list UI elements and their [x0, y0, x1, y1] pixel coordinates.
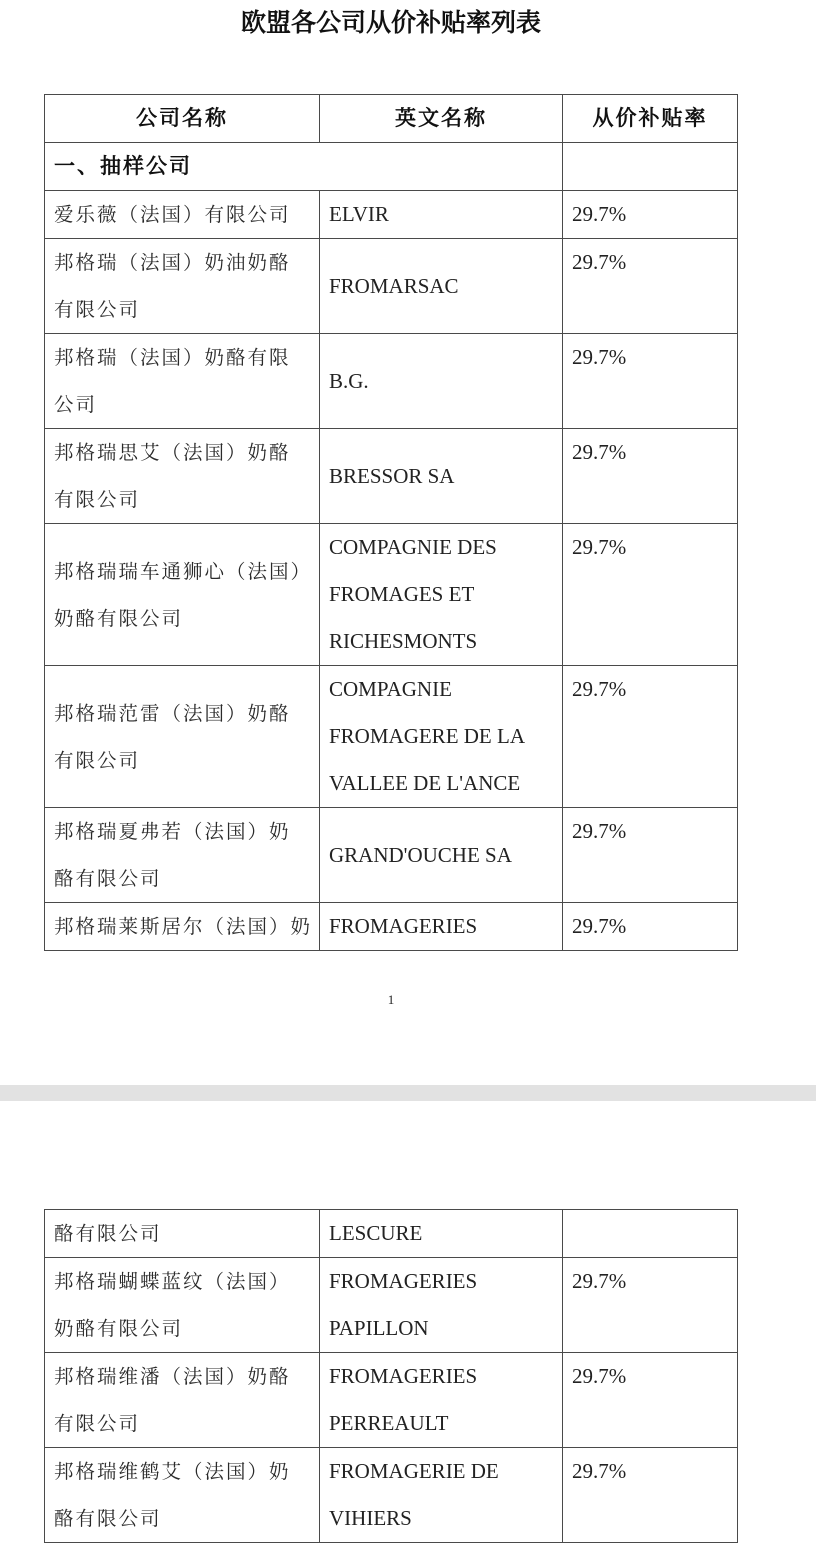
- company-cn-name: 邦格瑞维鹤艾（法国）奶酪有限公司: [45, 1448, 320, 1543]
- table-row: [45, 429, 738, 524]
- subsidy-rate: 29.7%: [563, 1448, 738, 1543]
- table-row: [45, 191, 738, 239]
- company-cn-name: 邦格瑞蝴蝶蓝纹（法国）奶酪有限公司: [45, 1258, 320, 1353]
- company-cn-name: 酪有限公司: [45, 1210, 320, 1258]
- company-en-name: FROMAGERIES PAPILLON: [320, 1258, 563, 1353]
- table-row: [45, 903, 738, 951]
- subsidy-rate: 29.7%: [563, 1258, 738, 1353]
- subsidy-rate: 29.7%: [563, 666, 738, 808]
- table-row: [45, 808, 738, 903]
- company-cn-name: 邦格瑞（法国）奶酪有限公司: [45, 334, 320, 429]
- header-english-name: 英文名称: [320, 95, 563, 143]
- company-en-name: FROMAGERIES PERREAULT: [320, 1353, 563, 1448]
- company-cn-name: 邦格瑞瑞车通狮心（法国）奶酪有限公司: [45, 524, 320, 666]
- table-row: [45, 666, 738, 808]
- company-en-name: ELVIR: [320, 191, 563, 239]
- subsidy-rate: 29.7%: [563, 808, 738, 903]
- table-row: [45, 1210, 738, 1258]
- header-ad-valorem-rate: 从价补贴率: [563, 95, 738, 143]
- subsidy-rate: 29.7%: [563, 429, 738, 524]
- company-cn-name: 邦格瑞莱斯居尔（法国）奶: [45, 903, 320, 951]
- header-company-name: 公司名称: [45, 95, 320, 143]
- section-label: 一、抽样公司: [45, 143, 563, 191]
- section-row: [45, 143, 738, 191]
- company-en-name: FROMAGERIES: [320, 903, 563, 951]
- company-en-name: COMPAGNIE FROMAGERE DE LA VALLEE DE L'ANCE: [320, 666, 563, 808]
- company-en-name: LESCURE: [320, 1210, 563, 1258]
- document-title: 欧盟各公司从价补贴率列表: [240, 8, 541, 37]
- subsidy-rate: 29.7%: [563, 191, 738, 239]
- table-row: [45, 334, 738, 429]
- subsidy-rate: 29.7%: [563, 1353, 738, 1448]
- subsidy-rate: 29.7%: [563, 524, 738, 666]
- subsidy-rate-table-page-2: [44, 1209, 738, 1543]
- table-row: [45, 1353, 738, 1448]
- page-number: 1: [387, 992, 395, 1007]
- company-cn-name: 爱乐薇（法国）有限公司: [45, 191, 320, 239]
- company-en-name: FROMAGERIE DE VIHIERS: [320, 1448, 563, 1543]
- company-en-name: B.G.: [320, 334, 563, 429]
- subsidy-rate: 29.7%: [563, 239, 738, 334]
- subsidy-rate-table-page-1: [44, 94, 738, 951]
- section-empty-cell: [563, 143, 738, 191]
- page-separator: [0, 1085, 816, 1101]
- company-cn-name: 邦格瑞夏弗若（法国）奶酪有限公司: [45, 808, 320, 903]
- subsidy-rate: 29.7%: [563, 903, 738, 951]
- company-cn-name: 邦格瑞（法国）奶油奶酪有限公司: [45, 239, 320, 334]
- table-row: [45, 1258, 738, 1353]
- company-en-name: COMPAGNIE DES FROMAGES ET RICHESMONTS: [320, 524, 563, 666]
- company-cn-name: 邦格瑞思艾（法国）奶酪有限公司: [45, 429, 320, 524]
- table-row: [45, 524, 738, 666]
- subsidy-rate: [563, 1210, 738, 1258]
- table-row: [45, 239, 738, 334]
- company-en-name: GRAND'OUCHE SA: [320, 808, 563, 903]
- company-en-name: BRESSOR SA: [320, 429, 563, 524]
- subsidy-rate: 29.7%: [563, 334, 738, 429]
- table-header-row: [45, 95, 738, 143]
- company-en-name: FROMARSAC: [320, 239, 563, 334]
- table-row: [45, 1448, 738, 1543]
- company-cn-name: 邦格瑞范雷（法国）奶酪有限公司: [45, 666, 320, 808]
- company-cn-name: 邦格瑞维潘（法国）奶酪有限公司: [45, 1353, 320, 1448]
